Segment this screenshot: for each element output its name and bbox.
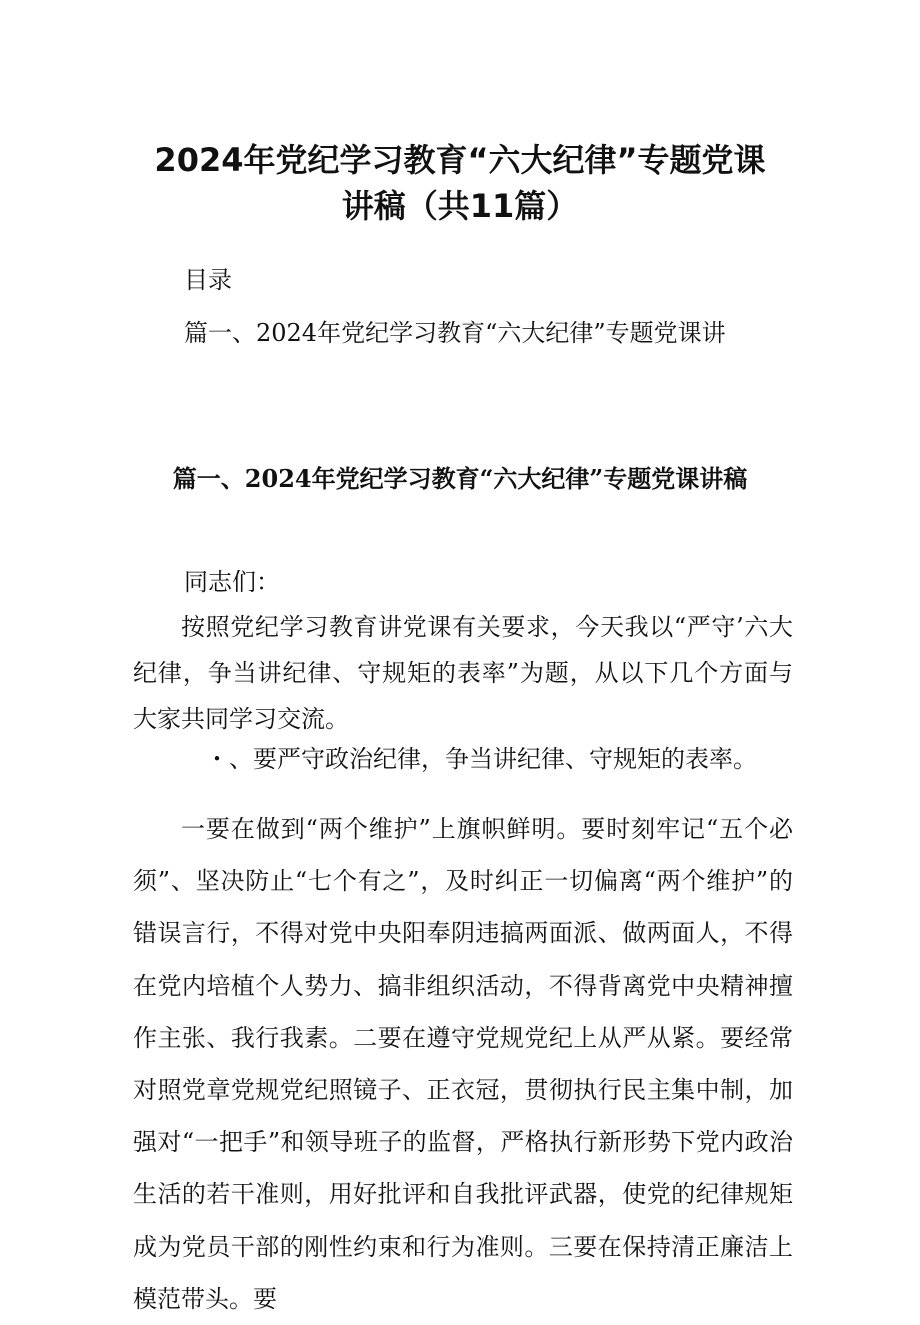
- intro-paragraph: 按照党纪学习教育讲党课有关要求，今天我以“严守’六大纪律，争当讲纪律、守规矩的表率”为题，从以下几个方面与大家共同学习交流。: [133, 613, 793, 733]
- subsection-heading: ・、要严守政治纪律，争当讲纪律、守规矩的表率。: [205, 745, 757, 773]
- greeting: 同志们：: [184, 568, 280, 596]
- section-heading: 篇一、2024年党纪学习教育“六大纪律”专题党课讲稿: [172, 464, 748, 493]
- document-title-line-1: 2024年党纪学习教育“六大纪律”专题党课: [154, 141, 766, 179]
- toc-item-1[interactable]: 篇一、2024年党纪学习教育“六大纪律”专题党课讲: [184, 319, 726, 347]
- document-title-line-2: 讲稿（共11篇）: [341, 187, 579, 225]
- toc-label: 目录: [184, 266, 232, 294]
- body-paragraph: 一要在做到“两个维护”上旗帜鲜明。要时刻牢记“五个必须”、坚决防止“七个有之”，及时纠正一切偏离“两个维护”的错误言行，不得对党中央阳奉阴违搞两面派、做两面人，不得在党内培植个人势力、搞非组织活动，不得背离党中央精神擅作主张、我行我素。二要在遵守党规党纪上从严从紧。要经常对照党章党规党纪照镜子、正衣冠，贯彻执行民主集中制，加强对“一把手”和领导班子的监督，严格执行新形势下党内政治生活的若干准则，用好批评和自我批评武器，使党的纪律规矩成为党员干部的刚性约束和行为准则。三要在保持清正廉洁上模范带头。要: [133, 815, 793, 1313]
